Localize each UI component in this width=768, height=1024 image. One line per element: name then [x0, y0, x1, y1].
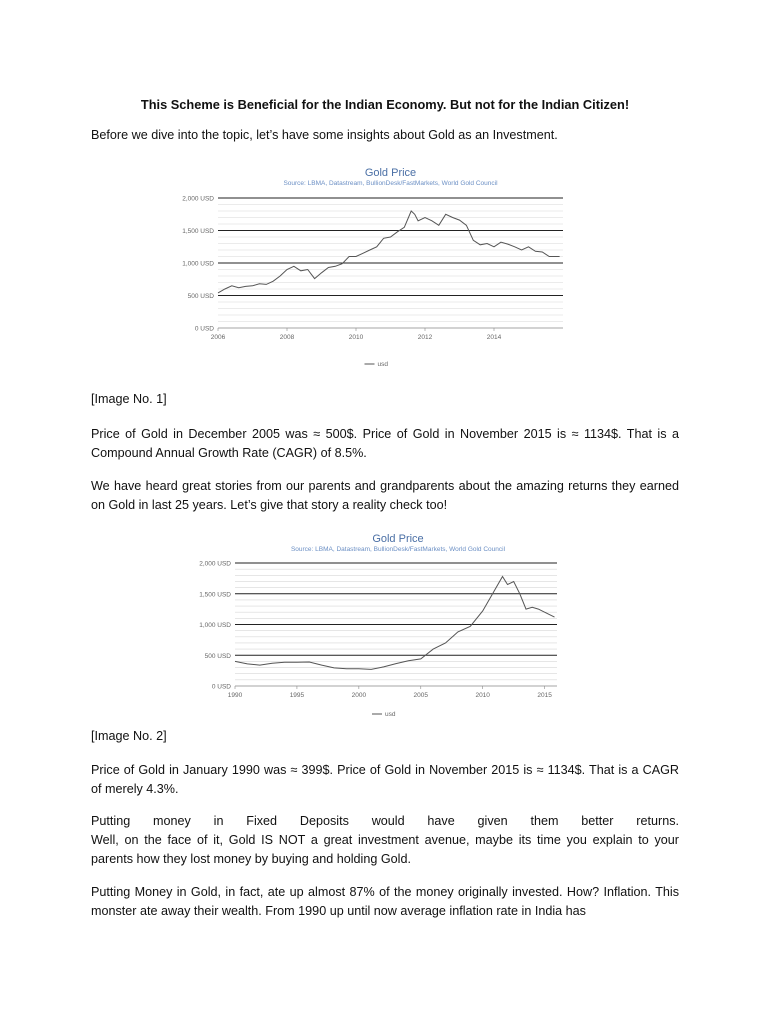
x-tick-label: 1990	[227, 692, 243, 699]
y-tick-label: 0 USD	[194, 325, 214, 333]
fixed-deposits-line: Putting money in Fixed Deposits would have given them better returns.	[91, 814, 679, 828]
x-tick-label: 2006	[210, 334, 226, 341]
x-tick-label: 2005	[413, 692, 429, 699]
x-tick-label: 2008	[279, 334, 295, 341]
x-tick-label: 2010	[475, 692, 490, 699]
page-title: This Scheme is Beneficial for the Indian Economy. But not for the Indian Citizen!	[140, 97, 630, 112]
y-tick-label: 1,000 USD	[199, 622, 231, 629]
y-tick-label: 1,500 USD	[199, 591, 231, 599]
chart-source: Source: LBMA, Datastream, BullionDesk/FastMarkets, World Gold Council	[283, 180, 498, 187]
x-tick-label: 2015	[537, 692, 552, 699]
image-1-caption: [Image No. 1]	[91, 392, 167, 406]
gold-price-chart-1	[182, 162, 575, 372]
cagr-paragraph-2: Price of Gold in January 1990 was ≈ 399$. Price of Gold in November 2015 is ≈ 1134$. That is a CAGR of merely 4.3%.	[91, 763, 679, 796]
gold-not-investment-paragraph: Well, on the face of it, Gold IS NOT a great investment avenue, maybe its time you explain to your parents how they lost money by buying and holding Gold.	[91, 833, 679, 866]
x-tick-label: 1995	[289, 692, 305, 699]
image-2-caption: [Image No. 2]	[91, 729, 167, 743]
y-tick-label: 2,000 USD	[182, 195, 214, 203]
gold-price-chart-2	[199, 530, 575, 722]
x-tick-label: 2012	[417, 334, 433, 341]
y-tick-label: 2,000 USD	[199, 560, 231, 568]
chart-source: Source: LBMA, Datastream, BullionDesk/FastMarkets, World Gold Council	[290, 546, 506, 553]
x-tick-label: 2014	[486, 334, 502, 341]
series-line-usd	[218, 211, 560, 293]
inflation-paragraph: Putting Money in Gold, in fact, ate up almost 87% of the money originally invested. How? Inflation. This monster ate away their wealth. From 1990 up until now average inflation rate in India has	[91, 885, 679, 918]
chart-2-svg	[199, 530, 575, 722]
y-tick-label: 500 USD	[204, 652, 231, 660]
y-tick-label: 500 USD	[187, 293, 214, 300]
x-tick-label: 2010	[348, 334, 364, 341]
x-tick-label: 2000	[351, 692, 367, 699]
y-tick-label: 0 USD	[211, 683, 231, 691]
chart-1-svg	[182, 162, 575, 372]
y-tick-label: 1,500 USD	[182, 228, 214, 235]
legend-label: usd	[377, 361, 388, 368]
cagr-paragraph-1: Price of Gold in December 2005 was ≈ 500$. Price of Gold in November 2015 is ≈ 1134$. That is a Compound Annual Growth Rate (CAGR) of 8.5%.	[91, 427, 679, 460]
y-tick-label: 1,000 USD	[182, 260, 214, 268]
intro-paragraph: Before we dive into the topic, let’s have some insights about Gold as an Investment.	[91, 128, 558, 142]
chart-title: Gold Price	[372, 533, 424, 545]
legend-label: usd	[385, 711, 396, 718]
chart-title: Gold Price	[364, 167, 417, 179]
story-paragraph: We have heard great stories from our parents and grandparents about the amazing returns they earned on Gold in last 25 years. Let’s give that story a reality check too!	[91, 479, 679, 512]
